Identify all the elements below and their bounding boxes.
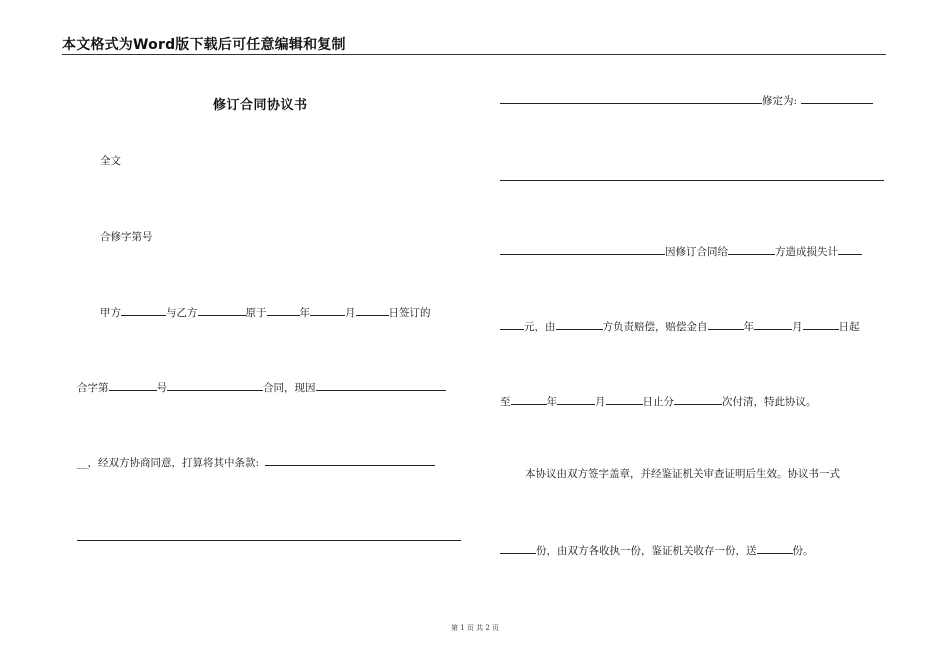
blank-field[interactable] <box>267 304 300 316</box>
text-line-copies <box>500 542 814 558</box>
text-segment: 合字第 <box>77 382 109 394</box>
text-segment: 年 <box>743 321 754 333</box>
blank-field[interactable] <box>557 393 595 405</box>
text-line-parties <box>100 304 431 320</box>
text-segment: 年 <box>546 396 557 408</box>
text-segment: 至 <box>500 396 511 408</box>
blank-line[interactable] <box>77 540 461 541</box>
text-segment: 份。 <box>792 545 814 557</box>
document-title: 修订合同协议书 <box>213 98 308 113</box>
text-segment: 日起 <box>838 321 860 333</box>
text-line-clause <box>77 454 435 470</box>
blank-line[interactable] <box>500 180 884 181</box>
blank-field[interactable] <box>109 379 157 391</box>
blank-field[interactable] <box>801 92 873 104</box>
text-segment: 日止分 <box>642 396 674 408</box>
text-line-contract-number: 合修字第号 <box>100 231 153 243</box>
blank-field[interactable] <box>121 304 166 316</box>
page-footer: 第 1 页 共 2 页 <box>450 624 500 632</box>
blank-field[interactable] <box>674 393 722 405</box>
party-a-label: 甲方 <box>100 307 121 319</box>
document-header: 本文格式为Word版下载后可任意编辑和复制 <box>62 37 346 53</box>
blank-field[interactable] <box>198 304 246 316</box>
blank-field[interactable] <box>265 454 435 466</box>
text-line-amended-to <box>500 92 873 108</box>
text-segment: 修定为: <box>762 95 798 107</box>
text-segment: 年 <box>299 307 310 319</box>
text-segment: 日签订的 <box>388 307 431 319</box>
blank-field[interactable] <box>606 393 643 405</box>
blank-field[interactable] <box>316 379 446 391</box>
blank-field[interactable] <box>838 243 862 255</box>
text-segment: 份，由双方各收执一份，鉴证机关收存一份，送 <box>536 545 757 557</box>
text-line-payment <box>500 393 817 409</box>
text-line-compensation <box>500 318 860 334</box>
text-segment: 因修订合同给 <box>665 246 728 258</box>
blank-field[interactable] <box>757 542 793 554</box>
blank-field[interactable] <box>754 318 792 330</box>
blank-field[interactable] <box>500 542 536 554</box>
blank-field[interactable] <box>310 304 345 316</box>
text-segment: 方造成损失计 <box>775 246 838 258</box>
text-segment: __，经双方协商同意，打算将其中条款: <box>77 457 260 469</box>
text-segment: 月 <box>345 307 356 319</box>
text-segment: 号 <box>156 382 167 394</box>
blank-field[interactable] <box>167 379 263 391</box>
blank-field[interactable] <box>803 318 839 330</box>
blank-field[interactable] <box>556 318 603 330</box>
text-line-contract-ref <box>77 379 446 395</box>
blank-field[interactable] <box>511 393 547 405</box>
blank-field[interactable] <box>500 92 762 104</box>
text-segment: 方负责赔偿，赔偿金自 <box>602 321 708 333</box>
text-segment: 合同，现因 <box>263 382 316 394</box>
text-segment: 月 <box>792 321 803 333</box>
text-segment: 月 <box>595 396 606 408</box>
text-line-effective: 本协议由双方签字盖章，并经鉴证机关审查证明后生效。协议书一式 <box>525 468 840 480</box>
party-b-label: 与乙方 <box>166 307 198 319</box>
blank-field[interactable] <box>500 243 665 255</box>
blank-field[interactable] <box>356 304 389 316</box>
blank-field[interactable] <box>500 318 524 330</box>
text-segment: 元，由 <box>524 321 556 333</box>
header-divider <box>62 54 886 55</box>
text-segment: 原于 <box>245 307 267 319</box>
text-line-fulltext: 全文 <box>100 155 121 167</box>
text-line-loss <box>500 243 862 259</box>
blank-field[interactable] <box>708 318 744 330</box>
text-segment: 次付清，特此协议。 <box>722 396 817 408</box>
blank-field[interactable] <box>728 243 775 255</box>
